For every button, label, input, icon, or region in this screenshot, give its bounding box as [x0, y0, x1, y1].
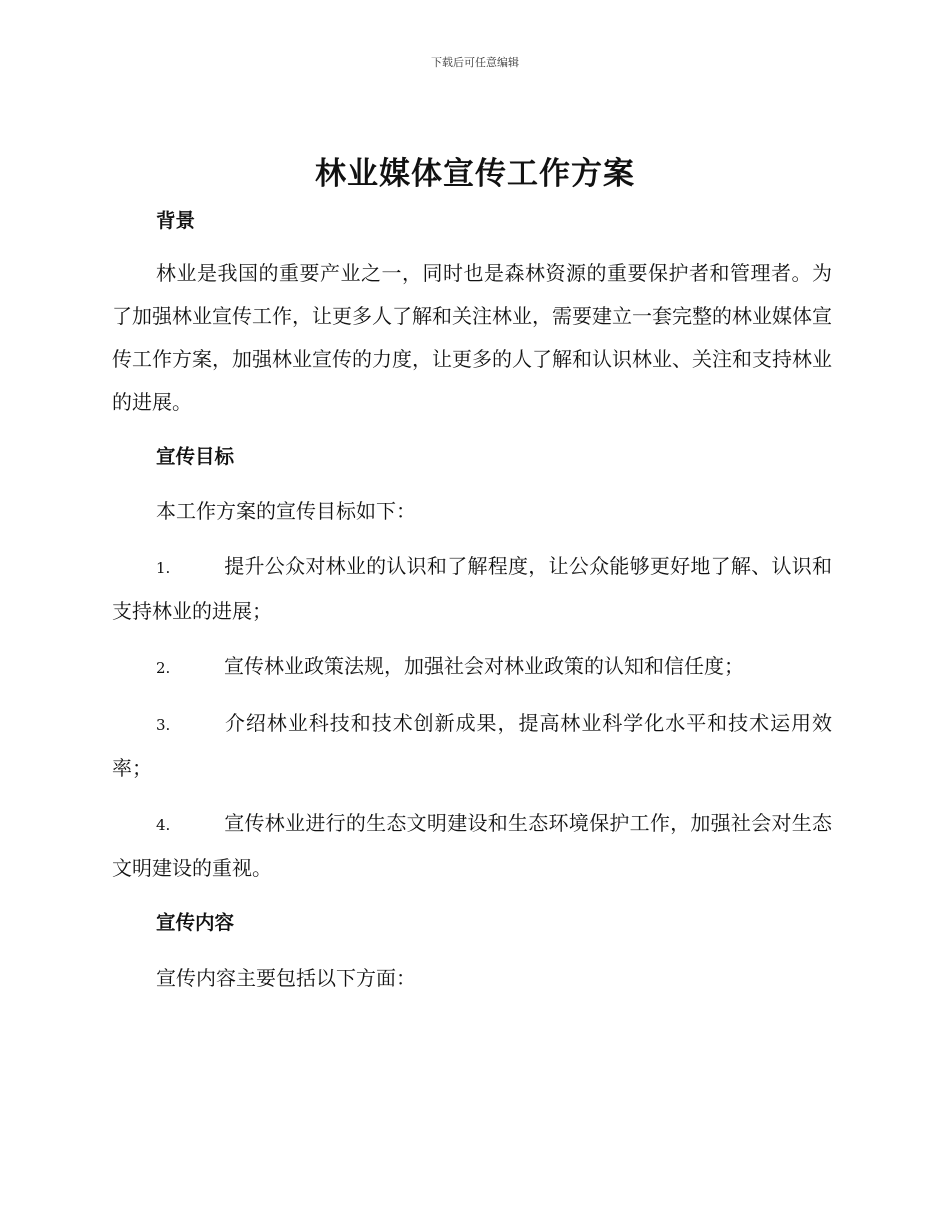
page-header-note: 下载后可任意编辑	[431, 56, 519, 69]
list-item-text: 介绍林业科技和技术创新成果，提高林业科学化水平和技术运用效率；	[112, 711, 832, 780]
goal-list-item	[112, 645, 832, 690]
list-item-text: 提升公众对林业的认识和了解程度，让公众能够更好地了解、认识和支持林业的进展；	[112, 554, 832, 623]
section-heading-content: 宣传内容	[156, 911, 235, 934]
list-item-text: 宣传林业进行的生态文明建设和生态环境保护工作，加强社会对生态文明建设的重视。	[112, 811, 832, 880]
goals-intro: 本工作方案的宣传目标如下：	[156, 499, 416, 523]
section-heading-background: 背景	[156, 209, 196, 232]
list-number: 1.	[156, 559, 171, 577]
goal-list-item	[112, 545, 832, 633]
goal-list-item	[112, 702, 832, 790]
content-intro: 宣传内容主要包括以下方面：	[156, 966, 416, 990]
goal-list-item	[112, 802, 832, 890]
background-paragraph: 林业是我国的重要产业之一，同时也是森林资源的重要保护者和管理者。为了加强林业宣传工作，让更多人了解和关注林业，需要建立一套完整的林业媒体宣传工作方案，加强林业宣传的力度，让更多的人了解和认识林业、关注和支持林业的进展。	[112, 261, 832, 414]
list-number: 4.	[156, 816, 171, 834]
document-body	[112, 200, 832, 1000]
list-item-text: 宣传林业政策法规，加强社会对林业政策的认知和信任度；	[224, 654, 744, 678]
document-title: 林业媒体宣传工作方案	[315, 156, 635, 192]
list-number: 2.	[156, 659, 171, 677]
section-heading-goals: 宣传目标	[156, 445, 235, 468]
list-number: 3.	[156, 716, 171, 734]
